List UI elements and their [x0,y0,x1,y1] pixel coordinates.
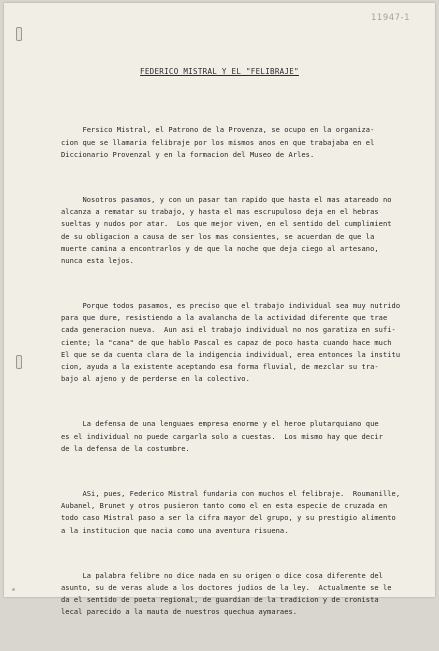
paragraph-5: ASi, pues, Federico Mistral fundaria con muchos el felibraje. Roumanille, Aubanel, Brunet y otros pusieron tanto como el en esta especie de cruzada en todo caso Mistral paso a ser la cifra mayor del grupo, y su prestigio alimento a la institucion que nacia como una aventura risuena. [61,488,401,535]
paragraph-3: Porque todos pasamos, es preciso que el trabajo individual sea muy nutrido para que dure, resistiendo a la avalancha de la actividad diferente que trae cada generacion nueva. Aun asi el trabajo individual no nos garatiza en sufi- ciente; la "cana" de que hablo Pascal es capaz de poco hasta cuando hace much El que se da cuenta clara de la indigencia individual, erea entonces la institu cion, ayuda a la existente aceptando esa forma fluvial, de mezclar su tra- bajo al ajeno y de perderse en la colectivo. [61,301,401,384]
document-title: FEDERICO MISTRAL Y EL "FELIBRAJE" [140,67,299,76]
paper-speck [12,588,15,591]
paragraph-1: Fersico Mistral, el Patrono de la Provenza, se ocupo en la organiza- cion que se llamaria felibraje por los mismos anos en que trabajaba en el Diccionario Provenzal y en la formacion del Museo de Arles. [61,125,375,159]
staple-mark-top [16,27,22,41]
archive-number: 11947-1 [371,13,411,23]
staple-mark-bottom [16,355,22,369]
document-page [4,3,435,617]
paragraph-6: La palabra felibre no dice nada en su origen o dice cosa diferente del asunto, su de veras alude a los doctores judios de la ley. Actualmente se le da el sentido de poeta regional, de guardian de la tradicion y de cronista lecal parecido a la mauta de nuestros quechua aymaraes. [61,570,392,617]
paragraph-2: Nosotros pasamos, y con un pasar tan rapido que hasta el mas atareado no alcanza a rematar su trabajo, y hasta el mas escrupuloso deja en el hebras sueltas y nudos por atar. Los que mejor viven, en el sentido del cumplimient de su obligacion a causa de ser los mas consientes, se acuerdan de que la muerte camina a encontrarlos y de que la noche que deja ciego al artesano, nunca esta lejos. [61,194,392,265]
document-body [61,100,431,651]
paragraph-4: La defensa de una lenguaes empresa enorme y el heroe plutarquiano que es el individual no puede cargarla solo a cuestas. Los mismo hay que decir de la defensa de la costumbre. [61,419,383,453]
